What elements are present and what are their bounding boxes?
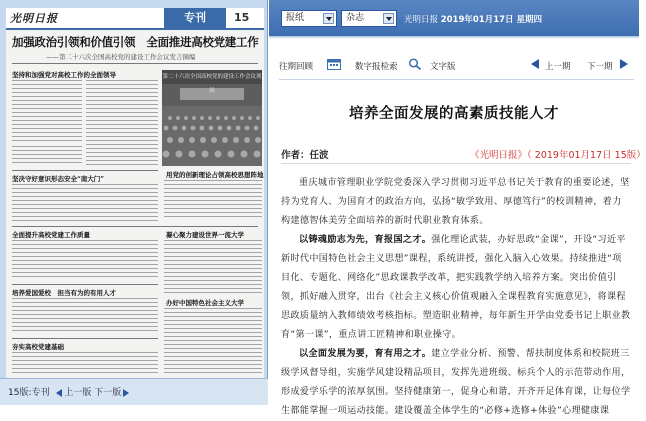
article-paragraph-1 (281, 174, 631, 231)
byline (281, 147, 329, 161)
newspaper-panel (0, 0, 268, 405)
next-arrow-icon (123, 389, 129, 397)
paragraph-lead: 以铸魂励志为先，育报国之才。 (299, 235, 432, 245)
paragraph-text: 建立学业分析、预警、帮扶制度体系和校院班三级学风督导组，实施学风建设精品项目，发挥先进班级、标兵个人的示范带动作用，形成爱学乐学的浓厚氛围。坚持健康第一，促身心和谐，开齐开足体育课，让每位学生都能掌握一项运动技能。建设覆盖全体学生的“必修+选修+体验”心理健康课 (281, 349, 631, 416)
issue-date: 2019年01月17日 星期四 (440, 15, 542, 25)
section-title-8[interactable]: 办好中国特色社会主义大学 (166, 299, 244, 307)
article-paragraph-2 (281, 231, 631, 345)
page-navigation (0, 378, 268, 405)
page-subhead: ——第二十六次全国高校党的建设工作会议发言摘编 (46, 53, 196, 61)
article-text-block[interactable] (12, 80, 82, 142)
article-text-block[interactable] (12, 184, 158, 222)
masthead: 光明日报 (10, 12, 58, 25)
paper-name: 光明日报 (404, 15, 439, 25)
next-issue-link[interactable]: 下一期 (587, 62, 613, 72)
photo-caption: 第二十六次全国高校党的建设工作会议现场 (162, 70, 262, 84)
article-text-block[interactable] (86, 80, 158, 166)
prev-arrow-icon (56, 389, 62, 397)
newspaper-page-image[interactable] (6, 30, 264, 378)
search-icon[interactable] (408, 58, 422, 70)
divider (12, 226, 258, 227)
page-number: 15 (234, 11, 250, 24)
paper-type-select[interactable] (281, 10, 337, 27)
article-text-block[interactable] (164, 180, 262, 220)
article-text-block[interactable] (164, 308, 262, 374)
section-title-7[interactable]: 夯实高校党建基础 (12, 343, 64, 351)
paragraph-lead: 以全面发展为要，育有用之才。 (299, 349, 432, 359)
conference-photo[interactable] (162, 70, 262, 166)
digital-search-link[interactable]: 数字报检索 (355, 62, 398, 72)
text-version-link[interactable]: 文字版 (430, 62, 456, 72)
next-page-link[interactable]: 下一版 (94, 388, 122, 398)
divider (281, 163, 631, 164)
prev-issue-link[interactable]: 上一期 (545, 62, 571, 72)
past-review-link[interactable]: 往期回顾 (279, 62, 314, 72)
divider (12, 63, 258, 64)
divider (12, 284, 158, 285)
section-tab: 专刊 (164, 8, 226, 28)
article-text-block[interactable] (12, 298, 158, 334)
article-source: 《光明日报》（ 2019年01月17日 15版） (470, 150, 646, 161)
section-title-1[interactable]: 坚持和加强党对高校工作的全面领导 (12, 71, 116, 79)
section-title-3[interactable]: 坚决守好意识形态安全“南大门” (12, 175, 104, 183)
next-issue-arrow-icon[interactable] (617, 58, 631, 70)
date-display (404, 13, 542, 25)
article-text-block[interactable] (12, 146, 82, 166)
page-headline[interactable]: 加强政治引领和价值引领 全面推进高校党建工作 (12, 35, 259, 49)
calendar-icon[interactable] (327, 58, 341, 70)
page-navigation-text (8, 385, 133, 398)
paragraph-text: 强化理论武装，办好思政“金课”，开设“习近平新时代中国特色社会主义思想”课程，系统讲授，强化入脑入心效果。持续推进“项目化、专题化、网络化”思政课教学改革，把实践教学纳入培养方案。突出价值引领，抓好融入贯穿，出台《社会主义核心价值观融入全课程教育实施意见》，将课程思政质量纳入教师绩效考核指标。塑造职业精神，每年新生开学由党委书记上职业教育“第一课”，重点讲工匠精神和职业操守。 (281, 235, 631, 340)
chevron-down-icon (383, 13, 394, 24)
toolbar-divider (279, 79, 634, 80)
divider (12, 170, 158, 171)
section-title-2[interactable]: 用党的创新理论占领高校思想阵地 (166, 171, 264, 179)
topbar-shadow (269, 36, 639, 39)
paper-header (6, 8, 264, 30)
top-bar (269, 0, 639, 36)
paragraph-text: 重庆城市管理职业学院党委深入学习贯彻习近平总书记关于教育的重要论述，坚持为党育人、为国育才的政治方向，弘扬“敏学致用、厚德笃行”的校训精神，着力构建德智体美劳全面培养的新时代职业教育体系。 (281, 178, 630, 226)
article-text-block[interactable] (164, 240, 262, 294)
article-text-block[interactable] (12, 240, 158, 280)
chevron-down-icon (323, 13, 334, 24)
toolbar (269, 50, 639, 80)
section-title-4[interactable]: 全面提升高校党建工作质量 (12, 231, 90, 239)
divider (12, 338, 158, 339)
prev-issue-arrow-icon[interactable] (528, 58, 542, 70)
article-text-block[interactable] (12, 352, 158, 376)
section-title-6[interactable]: 培养爱国爱校 担当有为的有用人才 (12, 289, 116, 297)
article-paragraph-3 (281, 345, 631, 421)
article-title: 培养全面发展的高素质技能人才 (349, 106, 559, 122)
publication-select[interactable] (341, 10, 397, 27)
publication-value: 杂志 (346, 13, 365, 23)
author-name: 任波 (309, 150, 329, 161)
author-label: 作者： (281, 150, 310, 161)
section-title-5[interactable]: 凝心聚力建设世界一流大学 (166, 231, 244, 239)
prev-page-link[interactable]: 上一版 (64, 388, 92, 398)
current-page-link[interactable]: 15版:专刊 (8, 388, 50, 398)
paper-type-value: 报纸 (286, 13, 305, 23)
